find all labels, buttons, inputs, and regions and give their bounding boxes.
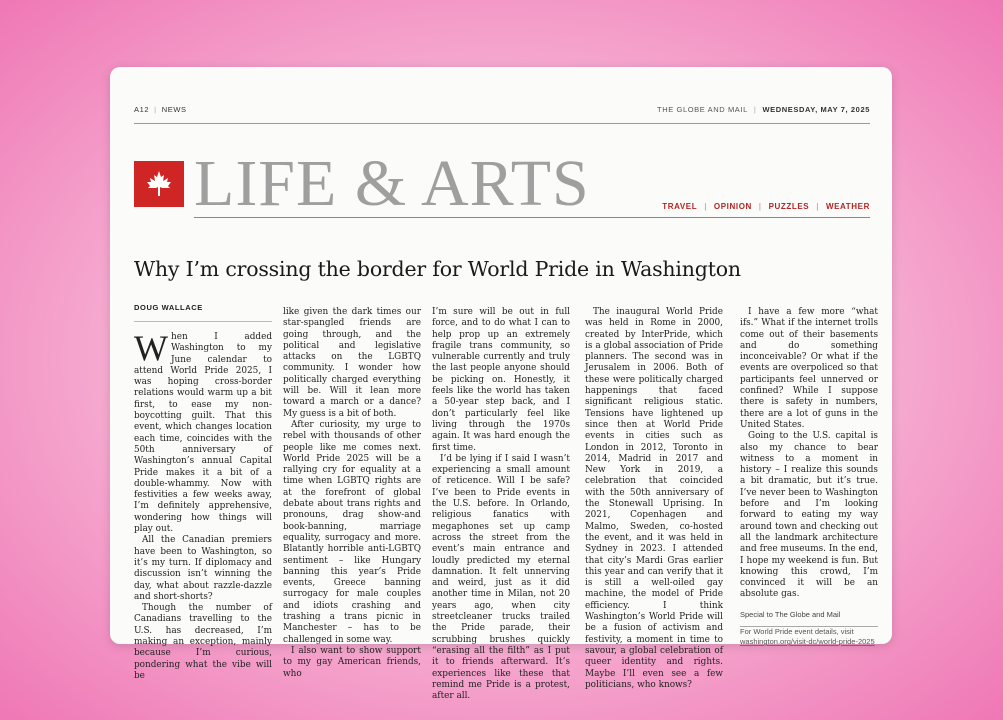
paragraph: I’d be lying if I said I wasn’t experiencing a small amount of reticence. Will I be safe? I’ve been to Pride events in the U.S. before. In Orlando, religious fanatics with megaphones set up camp across the street from the event’s main entrance and loudly predicted my eternal damnation. It felt unnerving and weird, just as it did another time in Milan, not 20 years ago, when city streetcleaner trucks trailed the Pride parade, their scrubbing brushes quickly “erasing all the filth” as I put it to friends afterward. It’s experiences like these that remind me Pride is a protest, after all. [432, 453, 570, 702]
article-column-5 [740, 307, 878, 647]
paragraph: The inaugural World Pride was held in Rome in 2000, created by InterPride, which is a global association of Pride planners. The second was in Jerusalem in 2006. Both of these were politically charged happenings that faced significant religious static. Tensions have lightened up since then at World Pride events in cities such as London in 2012, Toronto in 2014, Madrid in 2017 and New York in 2019, a celebration that coincided with the 50th anniversary of the Stonewall Uprising. In 2021, Copenhagen and Malmo, Sweden, co-hosted the event, and it was held in Sydney in 2023. I attended that city’s Mardi Gras earlier this year and can verify that it is still a well-oiled gay machine, the model of Pride efficiency. I think Washington’s World Pride will be a fusion of activism and festivity, a moment in time to savour, a global celebration of queer identity and rights. Maybe I’ll even see a few politicians, who knows? [585, 307, 723, 690]
article-byline: DOUG WALLACE [134, 303, 203, 312]
article-column-3 [432, 307, 570, 702]
paragraph: After curiosity, my urge to rebel with thousands of other people like me comes next. World Pride 2025 will be a rallying cry for equality at a time when LGBTQ rights are at the forefront of global debate about trans rights and pronouns, drag show-and book-banning, marriage equality, surrogacy and more. Blatantly horrible anti-LGBTQ sentiment – like Hungary banning this year’s Pride events, Greece banning surrogacy for male couples and idiots crashing and trashing a trans picnic in Manchester – has to be challenged in some way. [283, 419, 421, 645]
article-column-4 [585, 307, 723, 691]
issue-date: WEDNESDAY, MAY 7, 2025 [762, 105, 870, 114]
page-header [134, 105, 870, 117]
section-nav: TRAVEL | OPINION | PUZZLES | WEATHER [662, 202, 870, 211]
publication-info: THE GLOBE AND MAIL | WEDNESDAY, MAY 7, 2025 [657, 105, 870, 114]
drop-cap: W [134, 328, 168, 368]
newspaper-page [110, 67, 892, 702]
page-info: A12 | NEWS [134, 105, 187, 114]
paragraph: I’m sure will be out in full force, and to do what I can to help prop up an extremely fragile trans community, so vulnerable currently and truly the last people anyone should be picking on. Honestly, it feels like the world has taken a 50-year step back, and I don’t particularly feel like living through the 1970s again. It was hard enough the first time. [432, 307, 570, 453]
section-label: NEWS [161, 105, 187, 114]
nav-puzzles[interactable]: PUZZLES [768, 202, 810, 211]
footnote: For World Pride event details, visit washington.org/visit-dc/world-pride-2025 [740, 627, 875, 647]
publication-name: THE GLOBE AND MAIL [657, 105, 748, 114]
article-headline: Why I’m crossing the border for World Pride in Washington [134, 257, 741, 281]
article-column-1 [134, 328, 272, 682]
byline-divider [134, 321, 272, 322]
paragraph: Going to the U.S. capital is also my chance to bear witness to a moment in history – I realize this sounds a bit dramatic, but it’s true. I’ve never been to Washington before and I’m looking forward to eating my way around town and checking out all the landmark architecture and free museums. In the end, I hope my weekend is fun. But knowing this crowd, I’m convinced it will be an absolute gas. [740, 431, 878, 600]
nav-opinion[interactable]: OPINION [713, 202, 752, 211]
header-divider [134, 123, 870, 124]
paragraph: I have a few more “what ifs.” What if the internet trolls come out of their basements and do something inconceivable? Or what if the events are overpoliced so that participants feel unnerved or confined? While I suppose there is safety in numbers, there are a lot of guns in the United States. [740, 307, 878, 430]
article-column-2 [283, 307, 421, 680]
article-signoff: Special to The Globe and Mail [740, 609, 841, 619]
paragraph: Though the number of Canadians travelling to the U.S. has decreased, I’m making an exception, mainly because I’m curious, pondering what the vibe will be [134, 603, 272, 681]
footnote-link[interactable]: washington.org/visit-dc/world-pride-2025 [740, 637, 875, 647]
paragraph: like given the dark times our star-spangled friends are going through, and the political and legislative attacks on the LGBTQ community. I wonder how politically charged everything will be. Will it lean more toward a march or a dance? My guess is a bit of both. [283, 307, 421, 419]
nav-travel[interactable]: TRAVEL [662, 202, 698, 211]
paragraph: All the Canadian premiers have been to Washington, so it’s my turn. If diplomacy and discussion isn’t winning the day, what about razzle-dazzle and short-shorts? [134, 535, 272, 602]
page-number: A12 [134, 105, 150, 114]
section-masthead: LIFE & ARTS [194, 147, 590, 220]
masthead-divider [194, 217, 870, 218]
maple-leaf-logo-icon [134, 161, 184, 207]
paragraph: I also want to show support to my gay American friends, who [283, 645, 421, 679]
paragraph: When I added Washington to my June calendar to attend World Pride 2025, I was hoping cross-border relations would warm up a bit first, to ease my non-boycotting guilt. That this event, which changes location each time, coincides with the 50th anniversary of Washington’s annual Capital Pride makes it a bit of a double-whammy. Now with festivities a few weeks away, I’m definitely apprehensive, wondering how things will play out. [134, 328, 272, 535]
nav-weather[interactable]: WEATHER [825, 202, 870, 211]
